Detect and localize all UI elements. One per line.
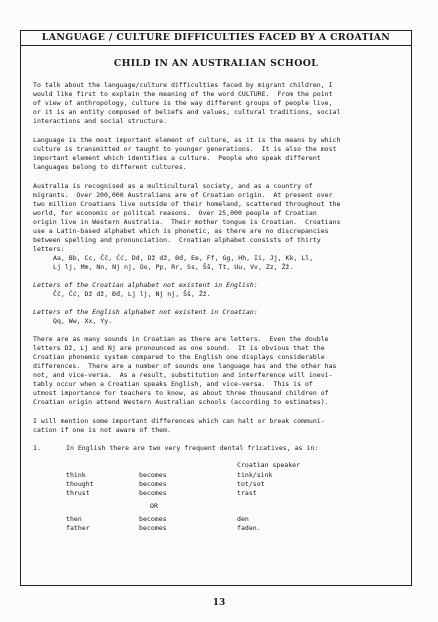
paragraph-line: differences. There are a number of sounds one language has and the other has: [33, 362, 337, 370]
croatian-pronunciation: tot/sot: [237, 480, 265, 488]
croatian-alphabet-line: Lj lj, Mm, Nn, Nj nj, Oo, Pp, Rr, Ss, Šš, Tt, Uu, Vv, Zz, Žž.: [53, 263, 294, 271]
paragraph-line: of view of anthropology, culture is the way different groups of people live,: [33, 99, 333, 107]
paragraph-line: letters:: [33, 245, 65, 253]
becomes-word: becomes: [139, 489, 167, 497]
paragraph-line: important element which identifies a culture. People who speak different: [33, 154, 321, 162]
list-item-number: 1.: [33, 444, 41, 452]
not-in-english-label: Letters of the Croatian alphabet not existent in English:: [33, 281, 258, 289]
paragraph-line: migrants. Over 200,000 Australians are of Croatian origin. At present over: [33, 191, 333, 199]
paragraph-line: between spelling and pronunciation. Croatian alphabet consists of thirty: [33, 236, 321, 244]
becomes-word: becomes: [139, 524, 167, 532]
english-word: thrust: [66, 489, 90, 497]
paragraph-line: culture is transmitted or taught to younger generations. It is also the most: [33, 145, 337, 153]
paragraph-line: Croatian origin attend Western Australian schools (according to estimates).: [33, 398, 329, 406]
running-header: LANGUAGE / CULTURE DIFFICULTIES FACED BY A CROATIAN: [41, 32, 391, 43]
page-number: 13: [212, 598, 226, 608]
paragraph-line: utmost importance for teachers to know, as about three thousand children of: [33, 389, 329, 397]
paragraph-line: would like first to explain the meaning of the word CULTURE. From the point: [33, 90, 333, 98]
becomes-word: becomes: [139, 471, 167, 479]
becomes-word: becomes: [139, 480, 167, 488]
paragraph-line: two million Croatians live outside of their homeland, scattered throughout the: [33, 200, 341, 208]
english-word: father: [66, 524, 90, 532]
paragraph-line: Croatian phonemic system compared to the English one displays considerable: [33, 353, 325, 361]
paragraph-line: not, and vice-versa. As a result, substitution and interference will inevi-: [33, 371, 333, 379]
becomes-word: becomes: [139, 515, 167, 523]
paragraph-line: There are as many sounds in Croatian as there are letters. Even the double: [33, 335, 329, 343]
croatian-pronunciation: trast: [237, 489, 257, 497]
english-word: thought: [66, 480, 94, 488]
english-word: then: [66, 515, 82, 523]
paragraph-line: origin live in Western Australia. Their mother tongue is Croatian. Croatians: [33, 218, 341, 226]
not-in-croatian-letters: Qq, Ww, Xx, Yy.: [53, 317, 113, 325]
paragraph-line: Australia is recognised as a multicultural society, and as a country of: [33, 182, 313, 190]
not-in-croatian-label: Letters of the English alphabet not existent in Croatian:: [33, 308, 258, 316]
header-divider: [20, 45, 412, 46]
paragraph-line: use a Latin-based alphabet which is phonetic, as there are no discrepancies: [33, 227, 329, 235]
or-separator: OR: [150, 502, 158, 510]
croatian-alphabet-line: Aa, Bb, Cc, Čč, Ćć, Dd, Dž dž, Đđ, Ee, Ff, Gg, Hh, Ii, Jj, Kk, Ll,: [53, 254, 314, 262]
croatian-pronunciation: faden.: [237, 524, 261, 532]
english-word: think: [66, 471, 86, 479]
croatian-pronunciation: tink/sink: [237, 471, 273, 479]
paragraph-line: cation if one is not aware of them.: [33, 426, 171, 434]
paragraph-line: interactions and social structure.: [33, 117, 168, 125]
list-item-text: In English there are two very frequent dental fricatives, as in:: [66, 444, 319, 452]
croatian-speaker-header: Croatian speaker: [237, 461, 301, 469]
not-in-english-letters: Čč, Ćć, Dž dž, Đđ, Lj lj, Nj nj, Šš, Žž.: [53, 290, 211, 298]
croatian-pronunciation: den: [237, 515, 249, 523]
paragraph-line: or it is an entity composed of beliefs and values, cultural traditions, social: [33, 108, 341, 116]
paragraph-line: Language is the most important element of culture, as it is the means by which: [33, 136, 341, 144]
paragraph-line: letters Dž, Lj and Nj are pronounced as one sound. It is obvious that the: [33, 344, 325, 352]
paragraph-line: I will mention some important differences which can halt or break communi-: [33, 417, 325, 425]
paragraph-line: tably occur when a Croatian speaks English, and vice-versa. This is of: [33, 380, 313, 388]
paragraph-line: To talk about the language/culture difficulties faced by migrant children, I: [33, 81, 333, 89]
paragraph-line: world, for economic or politcal reasons. Over 25,000 people of Croatian: [33, 209, 317, 217]
paragraph-line: languages belong to different cultures.: [33, 163, 187, 171]
article-title: CHILD IN AN AUSTRALIAN SCHOOL: [113, 58, 319, 69]
